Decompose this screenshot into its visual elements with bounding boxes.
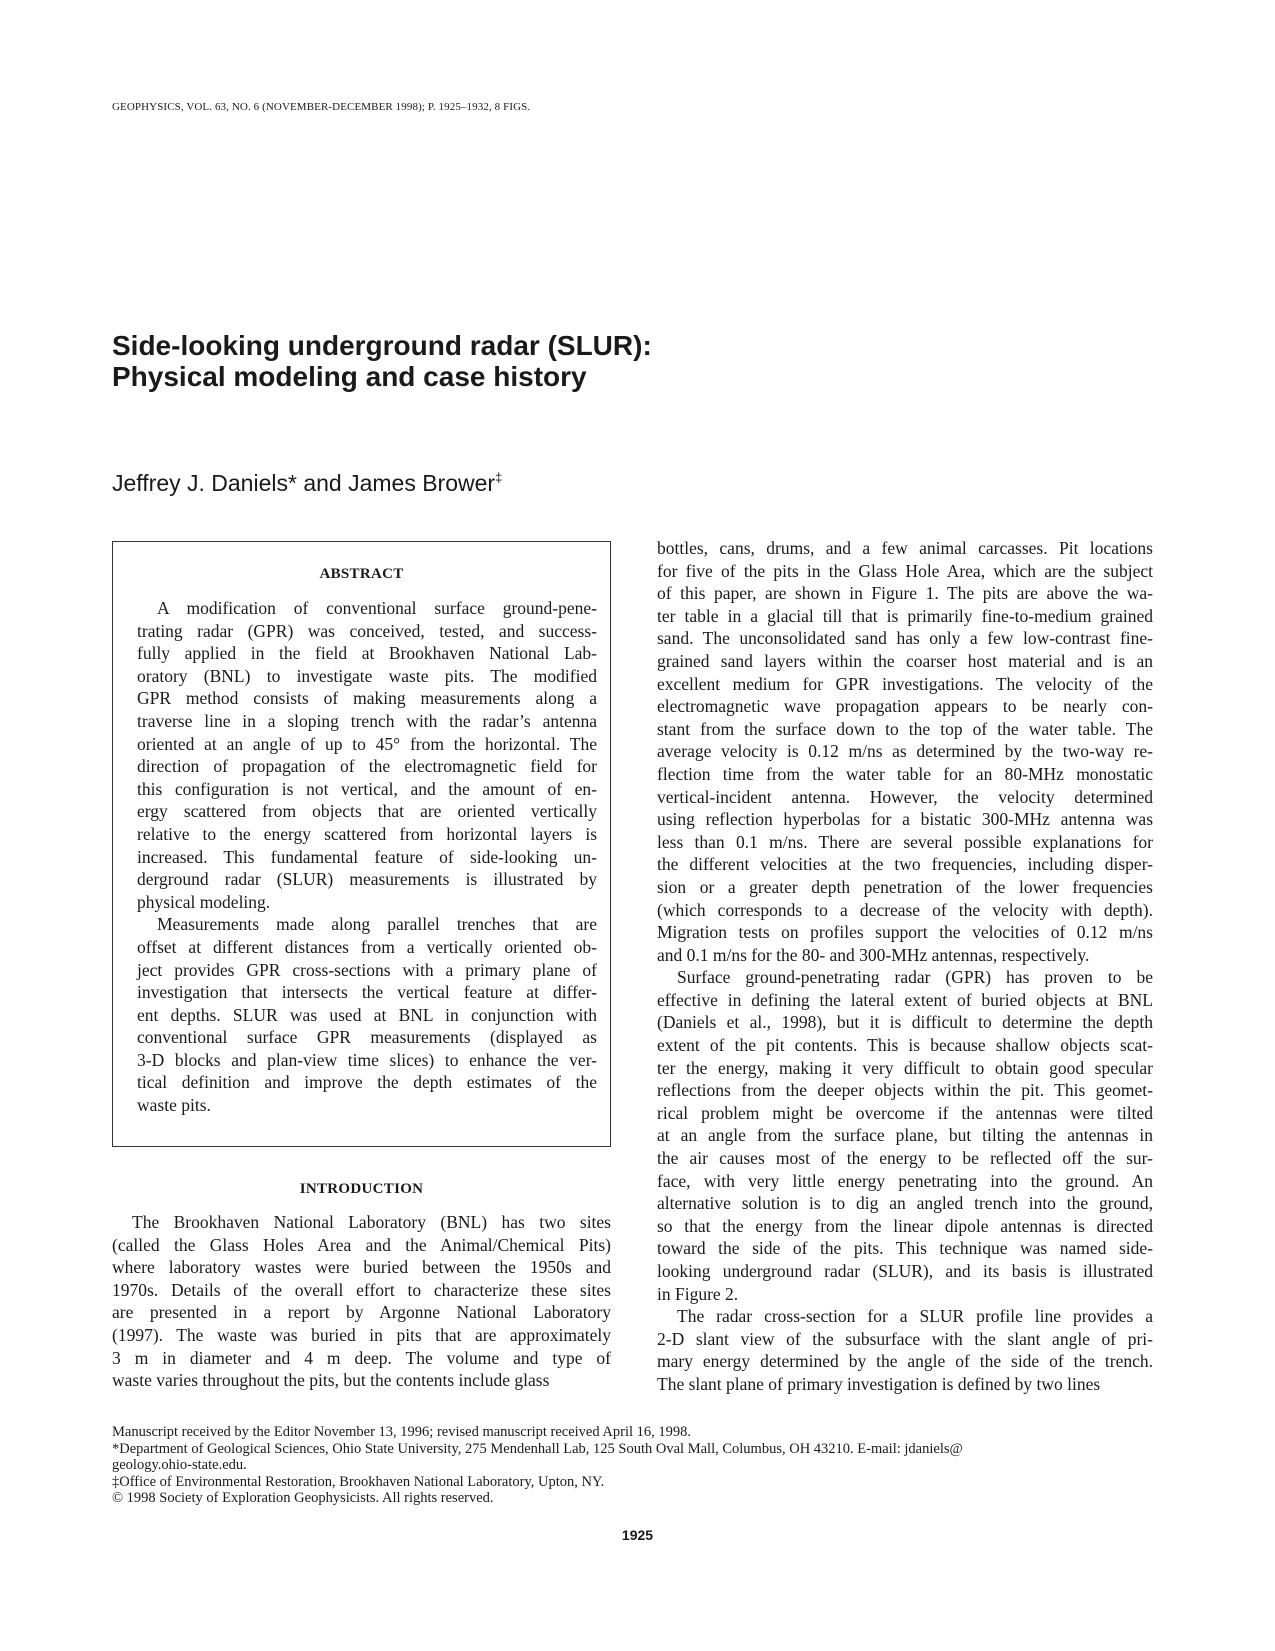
text-line: effective in defining the lateral extent of buried objects at BNL bbox=[657, 989, 1153, 1010]
text-line: ergy scattered from objects that are oriented vertically bbox=[137, 801, 597, 822]
text-line: stant from the surface down to the top of the water table. The bbox=[657, 718, 1153, 739]
text-line: 2-D slant view of the subsurface with the slant angle of pri- bbox=[657, 1328, 1153, 1349]
text-line: investigation that intersects the vertical feature at differ- bbox=[137, 982, 597, 1003]
text-line: The radar cross-section for a SLUR profile line provides a bbox=[677, 1306, 1153, 1327]
text-line: flection time from the water table for an 80-MHz monostatic bbox=[657, 763, 1153, 784]
text-line: are presented in a report by Argonne National Laboratory bbox=[112, 1302, 611, 1323]
journal-header: GEOPHYSICS, VOL. 63, NO. 6 (NOVEMBER-DECEMBER 1998); P. 1925–1932, 8 FIGS. bbox=[112, 101, 531, 113]
right-column-paragraph-2 bbox=[657, 966, 1153, 1305]
footnotes bbox=[112, 1424, 1153, 1507]
text-line: Surface ground-penetrating radar (GPR) has proven to be bbox=[677, 967, 1153, 988]
abstract-body bbox=[137, 597, 597, 1117]
introduction-body bbox=[112, 1211, 611, 1392]
text-line: oriented at an angle of up to 45° from the horizontal. The bbox=[137, 733, 597, 754]
footnote-affiliation-1-cont: geology.ohio-state.edu. bbox=[112, 1457, 247, 1473]
title-line-1: Side-looking underground radar (SLUR): bbox=[112, 330, 652, 361]
abstract-box bbox=[112, 541, 611, 1147]
text-line: Measurements made along parallel trenches that are bbox=[157, 914, 597, 935]
text-line: excellent medium for GPR investigations. The velocity of the bbox=[657, 673, 1153, 694]
abstract-paragraph-1 bbox=[137, 597, 597, 913]
text-line: mary energy determined by the angle of the side of the trench. bbox=[657, 1351, 1153, 1372]
title-line-2: Physical modeling and case history bbox=[112, 361, 587, 392]
text-line: this configuration is not vertical, and the amount of en- bbox=[137, 778, 597, 799]
text-line: average velocity is 0.12 m/ns as determined by the two-way re- bbox=[657, 741, 1153, 762]
text-line: sand. The unconsolidated sand has only a few low-contrast fine- bbox=[657, 628, 1153, 649]
text-line: for five of the pits in the Glass Hole Area, which are the subject bbox=[657, 560, 1153, 581]
text-line: toward the side of the pits. This technique was named side- bbox=[657, 1238, 1153, 1259]
text-line: fully applied in the field at Brookhaven National Lab- bbox=[137, 643, 597, 664]
text-line: (which corresponds to a decrease of the velocity with depth). bbox=[657, 899, 1153, 920]
text-line: vertical-incident antenna. However, the velocity determined bbox=[657, 786, 1153, 807]
text-line: The Brookhaven National Laboratory (BNL) has two sites bbox=[132, 1212, 611, 1232]
text-line: 3-D blocks and plan-view time slices) to enhance the ver- bbox=[137, 1049, 597, 1070]
text-line: in Figure 2. bbox=[657, 1283, 739, 1304]
abstract-paragraph-2 bbox=[137, 913, 597, 1116]
page-number: 1925 bbox=[621, 1527, 654, 1543]
text-line: conventional surface GPR measurements (displayed as bbox=[137, 1027, 597, 1048]
text-line: 3 m in diameter and 4 m deep. The volume and type of bbox=[112, 1347, 611, 1368]
text-line: ject provides GPR cross-sections with a primary plane of bbox=[137, 959, 597, 980]
text-line: (1997). The waste was buried in pits that are approximately bbox=[112, 1324, 611, 1345]
text-line: derground radar (SLUR) measurements is illustrated by bbox=[137, 869, 597, 890]
text-line: traverse line in a sloping trench with the radar’s antenna bbox=[137, 710, 597, 731]
footnote-affiliation-2: ‡Office of Environmental Restoration, Brookhaven National Laboratory, Upton, NY. bbox=[112, 1473, 605, 1490]
text-line: less than 0.1 m/ns. There are several possible explanations for bbox=[657, 831, 1153, 852]
text-line: rical problem might be overcome if the antennas were tilted bbox=[657, 1102, 1153, 1123]
text-line: increased. This fundamental feature of side-looking un- bbox=[137, 846, 597, 867]
text-line: the air causes most of the energy to be reflected off the sur- bbox=[657, 1148, 1153, 1169]
text-line: GPR method consists of making measurements along a bbox=[137, 688, 597, 709]
paper-title bbox=[112, 330, 1012, 392]
text-line: at an angle from the surface plane, but tilting the antennas in bbox=[657, 1125, 1153, 1146]
right-column bbox=[657, 537, 1153, 1396]
text-line: ter table in a glacial till that is primarily fine-to-medium grained bbox=[657, 605, 1153, 626]
footnote-received: Manuscript received by the Editor November 13, 1996; revised manuscript received April 16, 1998. bbox=[112, 1424, 692, 1440]
introduction-heading: INTRODUCTION bbox=[299, 1181, 424, 1197]
text-line: A modification of conventional surface ground-pene- bbox=[157, 598, 597, 618]
text-line: and 0.1 m/ns for the 80- and 300-MHz antennas, respectively. bbox=[657, 944, 1090, 965]
text-line: trating radar (GPR) was conceived, tested, and success- bbox=[137, 620, 597, 641]
text-line: so that the energy from the linear dipole antennas is directed bbox=[657, 1215, 1153, 1236]
text-line: The slant plane of primary investigation is defined by two lines bbox=[657, 1373, 1101, 1394]
introduction-paragraph-1 bbox=[112, 1211, 611, 1392]
text-line: Migration tests on profiles support the velocities of 0.12 m/ns bbox=[657, 922, 1153, 943]
text-line: looking underground radar (SLUR), and its basis is illustrated bbox=[657, 1261, 1153, 1281]
right-column-paragraph-1 bbox=[657, 537, 1153, 966]
text-line: tical definition and improve the depth estimates of the bbox=[137, 1072, 597, 1093]
text-line: offset at different distances from a vertically oriented ob- bbox=[137, 936, 597, 957]
text-line: 1970s. Details of the overall effort to characterize these sites bbox=[112, 1279, 611, 1300]
text-line: where laboratory wastes were buried between the 1950s and bbox=[112, 1257, 611, 1278]
authors bbox=[112, 470, 502, 497]
author-names: Jeffrey J. Daniels* and James Brower bbox=[112, 470, 496, 496]
abstract-heading: ABSTRACT bbox=[319, 566, 404, 582]
text-line: of this paper, are shown in Figure 1. The pits are above the wa- bbox=[657, 583, 1153, 604]
text-line: ent depths. SLUR was used at BNL in conjunction with bbox=[137, 1004, 597, 1025]
text-line: oratory (BNL) to investigate waste pits. The modified bbox=[137, 665, 597, 686]
footnote-affiliation-1: *Department of Geological Sciences, Ohio State University, 275 Mendenhall Lab, 125 South Oval Mall, Columbus, OH 43210. E-mail: jdaniels@ bbox=[112, 1440, 963, 1457]
right-column-paragraph-3 bbox=[657, 1305, 1153, 1395]
text-line: direction of propagation of the electromagnetic field for bbox=[137, 756, 597, 777]
text-line: using reflection hyperbolas for a bistatic 300-MHz antenna was bbox=[657, 809, 1153, 830]
text-line: reflections from the deeper objects within the pit. This geomet- bbox=[657, 1080, 1153, 1101]
text-line: physical modeling. bbox=[137, 891, 271, 912]
text-line: waste pits. bbox=[137, 1095, 211, 1116]
text-line: (called the Glass Holes Area and the Animal/Chemical Pits) bbox=[112, 1234, 611, 1255]
text-line: electromagnetic wave propagation appears to be nearly con- bbox=[657, 696, 1153, 717]
text-line: grained sand layers within the coarser host material and is an bbox=[657, 650, 1153, 671]
text-line: extent of the pit contents. This is because shallow objects scat- bbox=[657, 1035, 1153, 1056]
footnote-copyright: © 1998 Society of Exploration Geophysicists. All rights reserved. bbox=[112, 1490, 494, 1506]
text-line: waste varies throughout the pits, but the contents include glass bbox=[112, 1370, 550, 1391]
author-footnote-mark: ‡ bbox=[495, 470, 503, 485]
text-line: the different velocities at the two frequencies, including disper- bbox=[657, 854, 1153, 875]
text-line: relative to the energy scattered from horizontal layers is bbox=[137, 823, 597, 844]
text-line: face, with very little energy penetrating into the ground. An bbox=[657, 1170, 1153, 1191]
text-line: (Daniels et al., 1998), but it is difficult to determine the depth bbox=[657, 1012, 1153, 1033]
text-line: bottles, cans, drums, and a few animal carcasses. Pit locations bbox=[657, 538, 1153, 558]
text-line: ter the energy, making it very difficult to obtain good specular bbox=[657, 1057, 1153, 1078]
text-line: sion or a greater depth penetration of the lower frequencies bbox=[657, 876, 1153, 897]
text-line: alternative solution is to dig an angled trench into the ground, bbox=[657, 1193, 1153, 1214]
